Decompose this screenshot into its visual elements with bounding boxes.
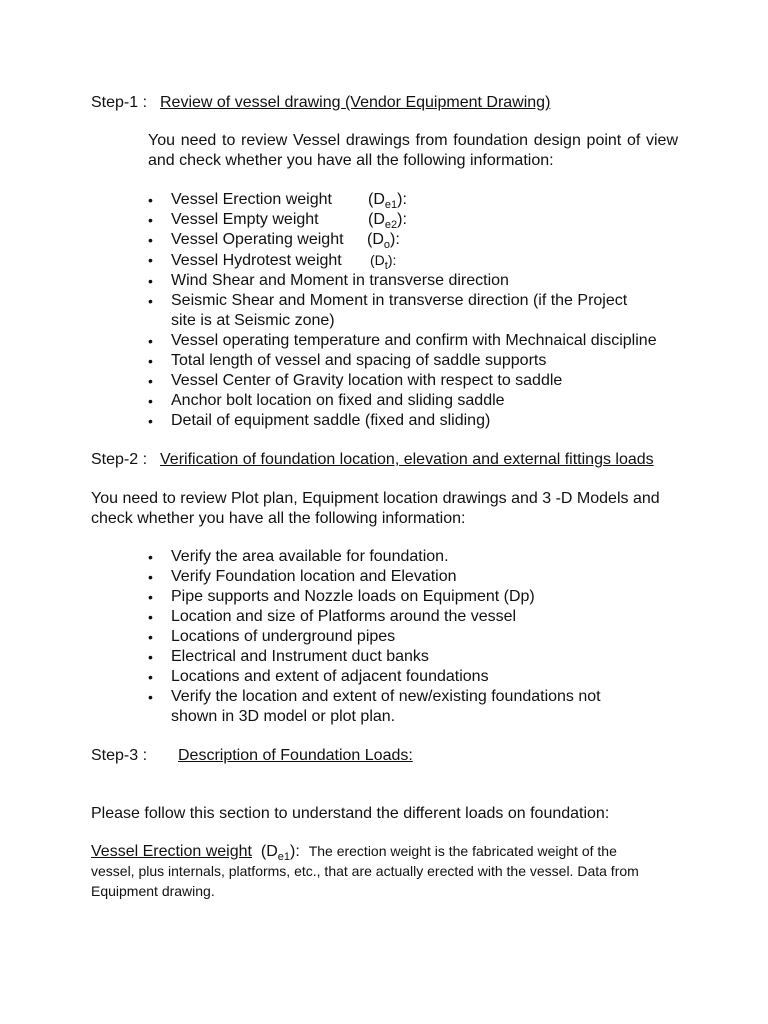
weight-subscript: t xyxy=(384,259,388,272)
list-item: • Locations of underground pipes xyxy=(148,627,668,647)
list-item: • Location and size of Platforms around the vessel xyxy=(148,607,668,627)
weight-label: Vessel Hydrotest weight xyxy=(171,252,342,269)
weight-symbol: D xyxy=(372,231,384,248)
step1-intro: You need to review Vessel drawings from foundation design point of view and check whether you have all the following information: xyxy=(148,132,678,169)
step1-weight-list xyxy=(148,190,688,431)
weight-symbol: D xyxy=(373,191,385,208)
list-item: • Wind Shear and Moment in transverse direction xyxy=(148,271,688,291)
list-item: • Vessel Empty weight $(D_{e2})$: xyxy=(148,210,688,230)
weight-end: ): xyxy=(387,252,397,268)
list-item: • Vessel Erection weight $(D_{e1})$: xyxy=(148,190,688,210)
list-item: • Verify Foundation location and Elevation xyxy=(148,567,668,587)
weight-label: Vessel Operating weight xyxy=(171,231,344,248)
weight-end: ): xyxy=(390,231,400,248)
weight-end: ): xyxy=(397,211,407,228)
erection-weight-definition: Vessel Erection weight $(D_{e1})$: The erection weight is the fabricated weight of the vessel, plus internals, platforms, etc., that are actually erected with the vessel. Data from Equipment drawing. xyxy=(91,843,639,899)
erection-subscript: e1 xyxy=(277,851,291,864)
step1-label: Step-1 : xyxy=(91,94,148,111)
step1-heading xyxy=(91,93,550,113)
step2-title: Verification of foundation location, elevation and external fittings loads xyxy=(160,451,654,468)
weight-end: ): xyxy=(397,191,407,208)
list-item: • Detail of equipment saddle (fixed and sliding) xyxy=(148,411,688,431)
weight-label: Vessel Empty weight xyxy=(171,211,319,228)
list-item: • Total length of vessel and spacing of saddle supports xyxy=(148,351,688,371)
weight-subscript: e2 xyxy=(384,219,398,232)
step2-intro: You need to review Plot plan, Equipment location drawings and 3 -D Models and check whether you have all the following information: xyxy=(91,490,660,527)
step2-label: Step-2 : xyxy=(91,451,148,468)
step2-heading xyxy=(91,450,654,470)
step3-label: Step-3 : xyxy=(91,747,148,764)
weight-subscript: o xyxy=(383,239,391,252)
step3-intro: Please follow this section to understand the different loads on foundation: xyxy=(91,805,610,822)
list-item: • Seismic Shear and Moment in transverse direction (if the Project site is at Seismic zone) xyxy=(148,291,641,331)
erection-symbol: D xyxy=(266,843,278,860)
weight-label: Vessel Erection weight xyxy=(171,191,332,208)
list-item: • Anchor bolt location on fixed and sliding saddle xyxy=(148,391,688,411)
weight-subscript: e1 xyxy=(384,199,398,212)
list-item: • Verify the area available for foundation. xyxy=(148,547,668,567)
erection-end: ): xyxy=(290,843,300,860)
step1-title: Review of vessel drawing (Vendor Equipment Drawing) xyxy=(160,94,551,111)
list-item: • Verify the location and extent of new/existing foundations not shown in 3D model or plot plan. xyxy=(148,687,641,727)
erection-weight-description: The erection weight is the fabricated weight of the vessel, plus internals, platforms, etc., that are actually erected with the vessel. Data from Equipment drawing. xyxy=(91,843,639,899)
list-item: • Vessel Hydrotest weight $(D_t)$: xyxy=(148,250,688,271)
list-item: • Vessel Center of Gravity location with respect to saddle xyxy=(148,371,688,391)
erection-weight-term: Vessel Erection weight xyxy=(91,843,252,860)
list-item: • Vessel operating temperature and confirm with Mechnaical discipline xyxy=(148,331,688,351)
list-item: • Vessel Operating weight $(D_o)$: xyxy=(148,230,688,250)
weight-symbol: D xyxy=(374,252,385,268)
list-item: • Pipe supports and Nozzle loads on Equipment (Dp) xyxy=(148,587,668,607)
list-item: • Locations and extent of adjacent foundations xyxy=(148,667,668,687)
weight-symbol: D xyxy=(373,211,385,228)
step3-title: Description of Foundation Loads: xyxy=(178,747,413,764)
step3-heading xyxy=(91,746,413,766)
list-item: • Electrical and Instrument duct banks xyxy=(148,647,668,667)
step2-list xyxy=(148,547,668,727)
